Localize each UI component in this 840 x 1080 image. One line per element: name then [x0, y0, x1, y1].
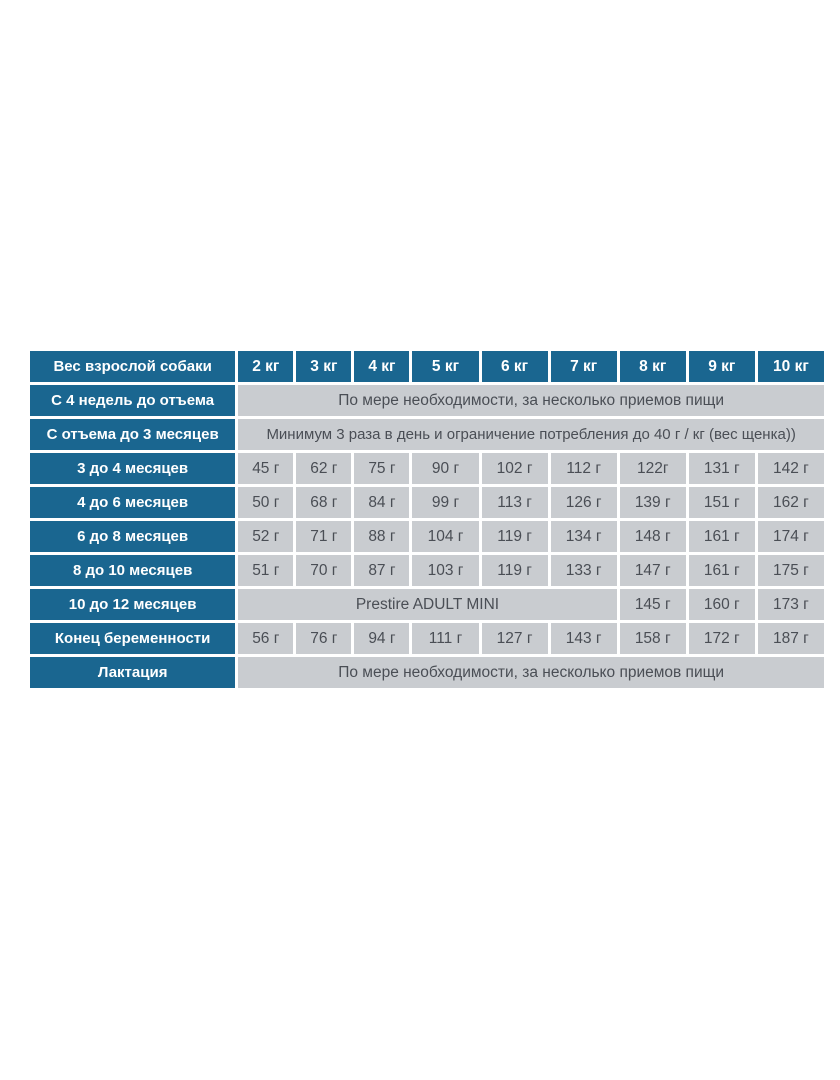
table-row — [30, 623, 824, 654]
value-cell: 119 г — [482, 555, 548, 586]
value-cell: 158 г — [620, 623, 686, 654]
row-label: Конец беременности — [30, 623, 235, 654]
value-cell: 161 г — [689, 521, 755, 552]
header-weight-cell: 2 кг — [238, 351, 293, 382]
feeding-table — [27, 348, 827, 691]
value-cell: 45 г — [238, 453, 293, 484]
value-cell: 70 г — [296, 555, 351, 586]
value-cell: 87 г — [354, 555, 409, 586]
table-row — [30, 419, 824, 450]
value-cell: 99 г — [412, 487, 478, 518]
value-cell: 76 г — [296, 623, 351, 654]
value-cell: 84 г — [354, 487, 409, 518]
value-cell: 113 г — [482, 487, 548, 518]
row-label: 8 до 10 месяцев — [30, 555, 235, 586]
value-cell: 111 г — [412, 623, 478, 654]
value-cell: 131 г — [689, 453, 755, 484]
merged-note-cell: Минимум 3 раза в день и ограничение потребления до 40 г / кг (вес щенка)) — [238, 419, 824, 450]
value-cell: 119 г — [482, 521, 548, 552]
value-cell: 187 г — [758, 623, 824, 654]
value-cell: 104 г — [412, 521, 478, 552]
value-cell: 160 г — [689, 589, 755, 620]
table-row — [30, 555, 824, 586]
value-cell: 148 г — [620, 521, 686, 552]
value-cell: 62 г — [296, 453, 351, 484]
table-row — [30, 487, 824, 518]
header-weight-cell: 9 кг — [689, 351, 755, 382]
value-cell: 145 г — [620, 589, 686, 620]
value-cell: 51 г — [238, 555, 293, 586]
value-cell: 151 г — [689, 487, 755, 518]
value-cell: 133 г — [551, 555, 617, 586]
value-cell: 142 г — [758, 453, 824, 484]
header-weight-cell: 4 кг — [354, 351, 409, 382]
header-weight-cell: 6 кг — [482, 351, 548, 382]
value-cell: 90 г — [412, 453, 478, 484]
table-row — [30, 385, 824, 416]
header-weight-cell: 10 кг — [758, 351, 824, 382]
table-header-row — [30, 351, 824, 382]
merged-note-cell: По мере необходимости, за несколько приемов пищи — [238, 385, 824, 416]
value-cell: 139 г — [620, 487, 686, 518]
value-cell: 50 г — [238, 487, 293, 518]
value-cell: 94 г — [354, 623, 409, 654]
table-row — [30, 453, 824, 484]
value-cell: 68 г — [296, 487, 351, 518]
value-cell: 172 г — [689, 623, 755, 654]
header-weight-cell: 5 кг — [412, 351, 478, 382]
table-row — [30, 657, 824, 688]
header-weight-cell: 3 кг — [296, 351, 351, 382]
table-row — [30, 589, 824, 620]
value-cell: 127 г — [482, 623, 548, 654]
value-cell: 88 г — [354, 521, 409, 552]
value-cell: 147 г — [620, 555, 686, 586]
row-label: 4 до 6 месяцев — [30, 487, 235, 518]
header-weight-cell: 8 кг — [620, 351, 686, 382]
value-cell: 175 г — [758, 555, 824, 586]
row-label: Лактация — [30, 657, 235, 688]
value-cell: 162 г — [758, 487, 824, 518]
value-cell: 102 г — [482, 453, 548, 484]
value-cell: 112 г — [551, 453, 617, 484]
row-label: 10 до 12 месяцев — [30, 589, 235, 620]
value-cell: 71 г — [296, 521, 351, 552]
value-cell: 161 г — [689, 555, 755, 586]
value-cell: 52 г — [238, 521, 293, 552]
value-cell: 75 г — [354, 453, 409, 484]
header-label: Вес взрослой собаки — [30, 351, 235, 382]
value-cell: 134 г — [551, 521, 617, 552]
value-cell: 173 г — [758, 589, 824, 620]
value-cell: 174 г — [758, 521, 824, 552]
row-label: С отъема до 3 месяцев — [30, 419, 235, 450]
merged-note-cell: Prestire ADULT MINI — [238, 589, 616, 620]
value-cell: 143 г — [551, 623, 617, 654]
row-label: С 4 недель до отъема — [30, 385, 235, 416]
value-cell: 122г — [620, 453, 686, 484]
value-cell: 103 г — [412, 555, 478, 586]
row-label: 6 до 8 месяцев — [30, 521, 235, 552]
header-weight-cell: 7 кг — [551, 351, 617, 382]
value-cell: 126 г — [551, 487, 617, 518]
row-label: 3 до 4 месяцев — [30, 453, 235, 484]
merged-note-cell: По мере необходимости, за несколько приемов пищи — [238, 657, 824, 688]
value-cell: 56 г — [238, 623, 293, 654]
table-row — [30, 521, 824, 552]
